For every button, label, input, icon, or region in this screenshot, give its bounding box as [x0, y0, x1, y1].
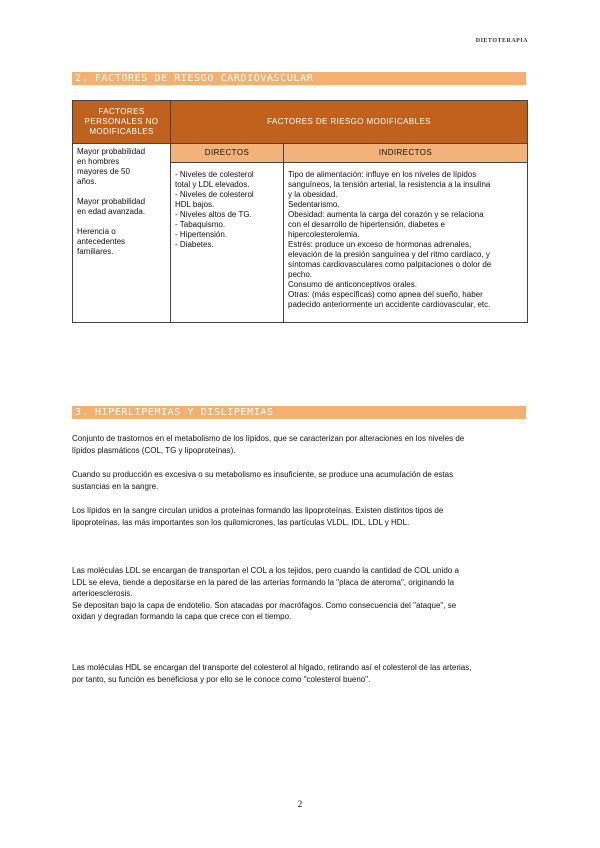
cell-line: Herencia o: [77, 227, 116, 236]
text-line: LDL se eleva, tiende a depositarse en la pared de las arterias formando la "placa de ateroma", originando la: [72, 577, 455, 587]
cell-line: mayores de 50: [77, 167, 130, 176]
cell-line: - Tabaquismo.: [175, 220, 226, 229]
text-line: Cuando su producción es excesiva o su metabolismo es insuficiente, se produce una acumulación de estas: [72, 470, 454, 479]
cell-line: - Niveles de colesterol: [175, 170, 254, 179]
cell-line: total y LDL elevados.: [175, 180, 250, 189]
cell-line: Mayor probabilidad: [77, 197, 146, 206]
text-line: lípidos plasmáticos (COL, TG y lipoproteínas).: [72, 445, 236, 455]
cell-line: padecido anteriormente un accidente cardiovascular, etc.: [288, 300, 491, 309]
cell-line: años.: [77, 177, 97, 186]
cell-line: en edad avanzada.: [77, 207, 146, 216]
cell-line: HDL bajos.: [175, 200, 215, 209]
cell-line: [77, 187, 166, 197]
text-line: Se depositan bajo la capa de endotelio. Son atacadas por macrófagos. Como consecuencia del "ataque", se: [72, 600, 457, 610]
header-nonmod-line: FACTORES: [98, 107, 145, 116]
paragraph-lipoproteins: [72, 505, 528, 528]
header-nonmod-line: MODIFICABLES: [89, 127, 154, 136]
cell-line: familiares.: [77, 247, 114, 256]
paragraph-ldl: [72, 565, 528, 623]
section-3-title: 3. HIPERLIPEMIAS Y DISLIPEMIAS: [72, 406, 526, 419]
cell-line: Estrés: produce un exceso de hormonas adrenales,: [288, 240, 472, 249]
cell-line: y la obesidad.: [288, 190, 338, 199]
cell-line: sanguíneos, la tensión arterial, la resistencia a la insulina: [288, 180, 491, 189]
text-line: sustancias en la sangre.: [72, 481, 159, 491]
cell-line: Otras: (más específicas) como apnea del sueño, haber: [288, 290, 483, 299]
cell-line: Mayor probabilidad: [77, 147, 146, 156]
text-line: lipoproteínas, las más importantes son los quilomicrones, las partículas VLDL, IDL, LDL y HDL.: [72, 517, 410, 527]
risk-factors-table: [72, 100, 528, 323]
cell-line: elevación de la presión sanguínea y del ritmo cardíaco, y: [288, 250, 490, 259]
page-number: 2: [297, 799, 303, 809]
text-line: por tanto, su función es beneficiosa y por ello se le conoce como "colesterol bueno".: [72, 674, 371, 684]
cell-line: Tipo de alimentación: influye en los niveles de lípidos: [288, 170, 477, 179]
header-nonmod-line: PERSONALES NO: [84, 117, 159, 126]
header-modifiable: FACTORES DE RIESGO MODIFICABLES: [171, 101, 528, 144]
paragraph-hdl: [72, 662, 528, 685]
cell-line: síntomas cardiovasculares como palpitaciones o dolor de: [288, 260, 492, 269]
cell-line: con el desarrollo de hipertensión, diabetes e: [288, 220, 445, 229]
cell-line: - Hipertensión.: [175, 230, 228, 239]
text-line: Las moléculas HDL se encargan del transporte del colesterol al hígado, retirando así el colesterol de las arterias,: [72, 663, 472, 672]
running-header: DIETOTERAPIA: [475, 38, 528, 44]
text-line: arterioesclerosis.: [72, 589, 133, 598]
directos-cell: [171, 163, 284, 323]
cell-line: Obesidad: aumenta la carga del corazón y se relaciona: [288, 210, 484, 219]
text-line: Las moléculas LDL se encargan de transportan el COL a los tejidos, pero cuando la cantidad de COL unido a: [72, 566, 459, 575]
cell-line: - Diabetes.: [175, 240, 214, 249]
cell-line: en hombres: [77, 157, 120, 166]
cell-line: [77, 217, 166, 227]
cell-line: Sedentarismo.: [288, 200, 340, 209]
nonmodifiable-cell: [73, 144, 171, 323]
cell-line: - Niveles de colesterol: [175, 190, 254, 199]
header-nonmodifiable: [73, 101, 171, 144]
text-line: Conjunto de trastornos en el metabolismo de los lípidos, que se caracterizan por alteraciones en los niveles de: [72, 434, 465, 443]
header-indirectos: INDIRECTOS: [284, 144, 528, 163]
cell-line: - Niveles altos de TG.: [175, 210, 252, 219]
cell-line: antecedentes: [77, 237, 126, 246]
paragraph-accumulation: [72, 469, 528, 492]
section-2-title: 2. FACTORES DE RIESGO CARDIOVASCULAR: [72, 72, 526, 85]
cell-line: Consumo de anticonceptivos orales.: [288, 280, 417, 289]
text-line: Los lípidos en la sangre circulan unidos a proteínas formando las lipoproteínas. Existen distintos tipos de: [72, 506, 444, 515]
paragraph-definition: [72, 433, 528, 456]
indirectos-cell: [284, 163, 528, 323]
text-line: oxidan y degradan formando la capa que crece con el tiempo.: [72, 612, 292, 621]
header-directos: DIRECTOS: [171, 144, 284, 163]
cell-line: pecho.: [288, 270, 313, 279]
cell-line: hipercolesterolemia.: [288, 230, 360, 239]
